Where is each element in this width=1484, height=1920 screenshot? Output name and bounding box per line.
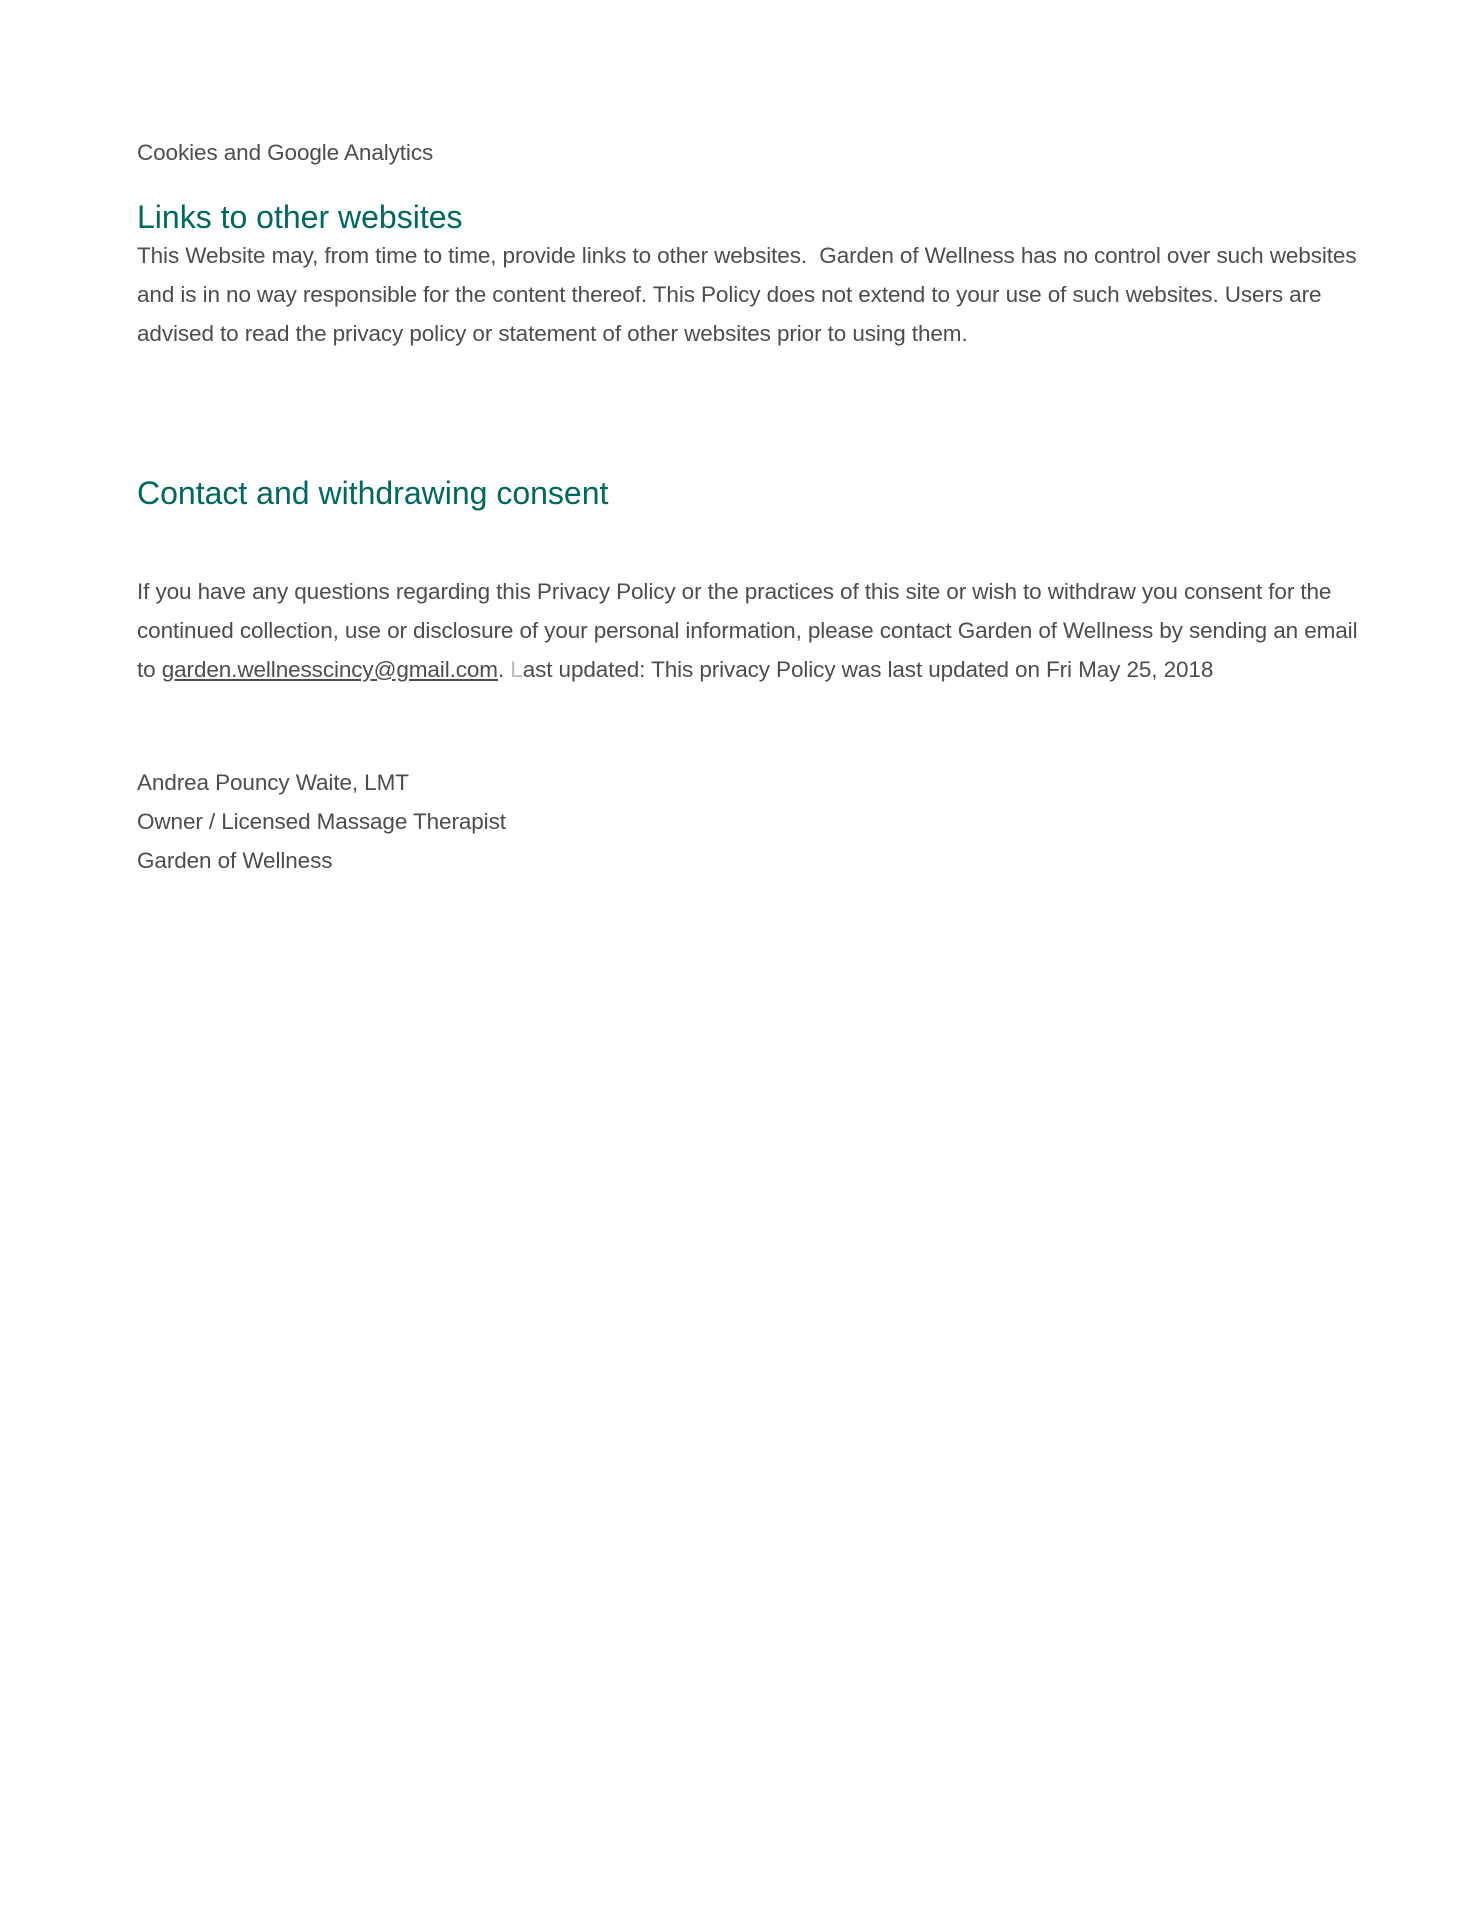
cookies-analytics-line: Cookies and Google Analytics bbox=[137, 140, 434, 165]
signature-title: Owner / Licensed Massage Therapist bbox=[137, 808, 506, 834]
links-section-body: This Website may, from time to time, provide links to other websites. Garden of Wellness has no control over such websites and is in no way responsible for the content thereof. This Policy does not extend to your use of such websites. Users are advised to read the privacy policy or statement of other websites prior to using them. bbox=[137, 243, 1363, 346]
email-link[interactable]: garden.wellnesscincy@gmail.com bbox=[161, 656, 498, 682]
links-section-heading: Links to other websites bbox=[137, 199, 463, 235]
contact-text: If you have any questions regarding this Privacy Policy or the practices of this site or wish to withdraw you consent for the continued collection, use or disclosure of your personal information, please contact Garden of Wellness by sending an email to bbox=[137, 579, 1358, 682]
signature-block bbox=[137, 764, 506, 880]
signature-business: Garden of Wellness bbox=[137, 847, 333, 873]
contact-text-l: L bbox=[510, 656, 523, 682]
contact-section-heading: Contact and withdrawing consent bbox=[137, 475, 609, 511]
contact-text-dot: . bbox=[497, 656, 511, 682]
last-updated-text: ast updated: This privacy Policy was last updated on Fri May 25, 2018 bbox=[522, 656, 1214, 682]
signature-name: Andrea Pouncy Waite, LMT bbox=[137, 770, 409, 795]
contact-section-body bbox=[137, 573, 1362, 689]
